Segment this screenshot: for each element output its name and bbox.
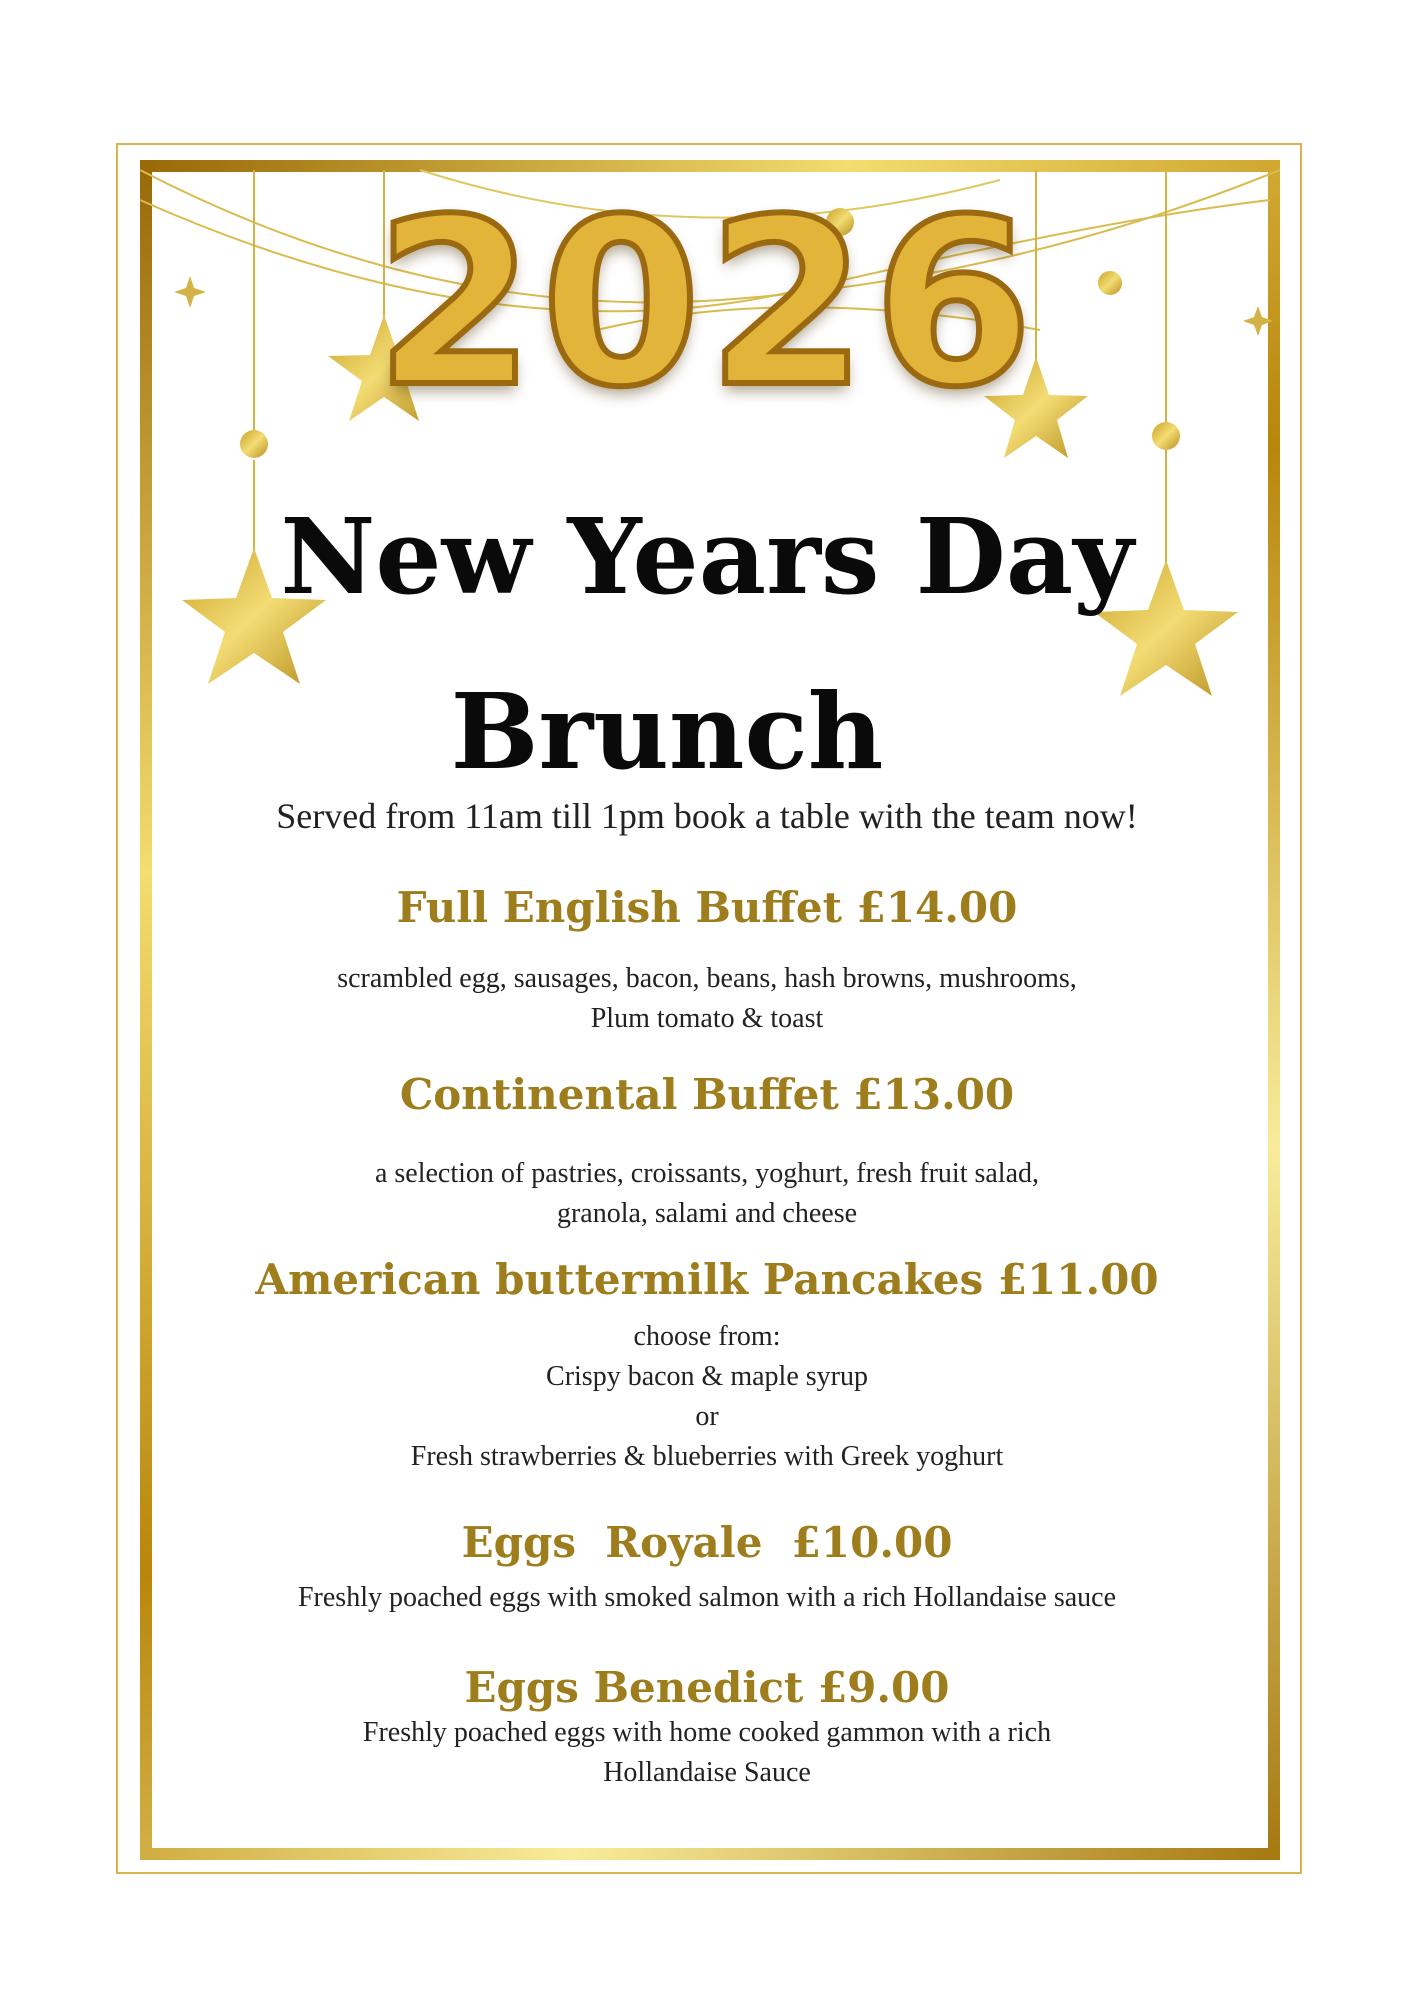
menu-item-eggs-benedict: [0, 1665, 1414, 1793]
menu-item-desc-line: or: [695, 1401, 719, 1433]
menu-item-desc-line: scrambled egg, sausages, bacon, beans, hash browns, mushrooms,: [337, 963, 1077, 995]
menu-item-full-english: [0, 885, 1414, 1039]
menu-item-desc-line: Hollandaise Sauce: [603, 1757, 811, 1789]
menu-item-heading: Full English Buffet £14.00: [396, 883, 1018, 932]
menu-item-desc-line: Fresh strawberries & blueberries with Greek yoghurt: [410, 1441, 1004, 1473]
menu-item-desc-line: Plum tomato & toast: [590, 1003, 824, 1035]
menu-item-desc-line: choose from:: [633, 1321, 781, 1353]
menu-item-desc-line: a selection of pastries, croissants, yoghurt, fresh fruit salad,: [374, 1158, 1040, 1190]
menu-item-heading: Continental Buffet £13.00: [399, 1070, 1015, 1119]
title-line-2: Brunch: [450, 670, 884, 793]
menu-item-desc-line: Crispy bacon & maple syrup: [546, 1361, 868, 1393]
year-balloon-heading: 2026: [374, 171, 1040, 438]
menu-item-continental: [0, 1072, 1414, 1234]
menu-item-heading: American buttermilk Pancakes £11.00: [255, 1255, 1159, 1304]
title-line-1: New Years Day: [280, 495, 1134, 618]
menu-item-heading: Eggs Benedict £9.00: [464, 1663, 950, 1712]
menu-item-heading: Eggs Royale £10.00: [461, 1518, 953, 1567]
menu-item-desc-line: Freshly poached eggs with home cooked gammon with a rich: [362, 1717, 1052, 1749]
menu-item-eggs-royale: [0, 1520, 1414, 1618]
menu-item-desc-line: granola, salami and cheese: [556, 1198, 858, 1230]
menu-item-pancakes: [0, 1257, 1414, 1477]
menu-item-desc-line: Freshly poached eggs with smoked salmon with a rich Hollandaise sauce: [297, 1582, 1117, 1614]
subtitle: Served from 11am till 1pm book a table with the team now!: [276, 796, 1138, 836]
